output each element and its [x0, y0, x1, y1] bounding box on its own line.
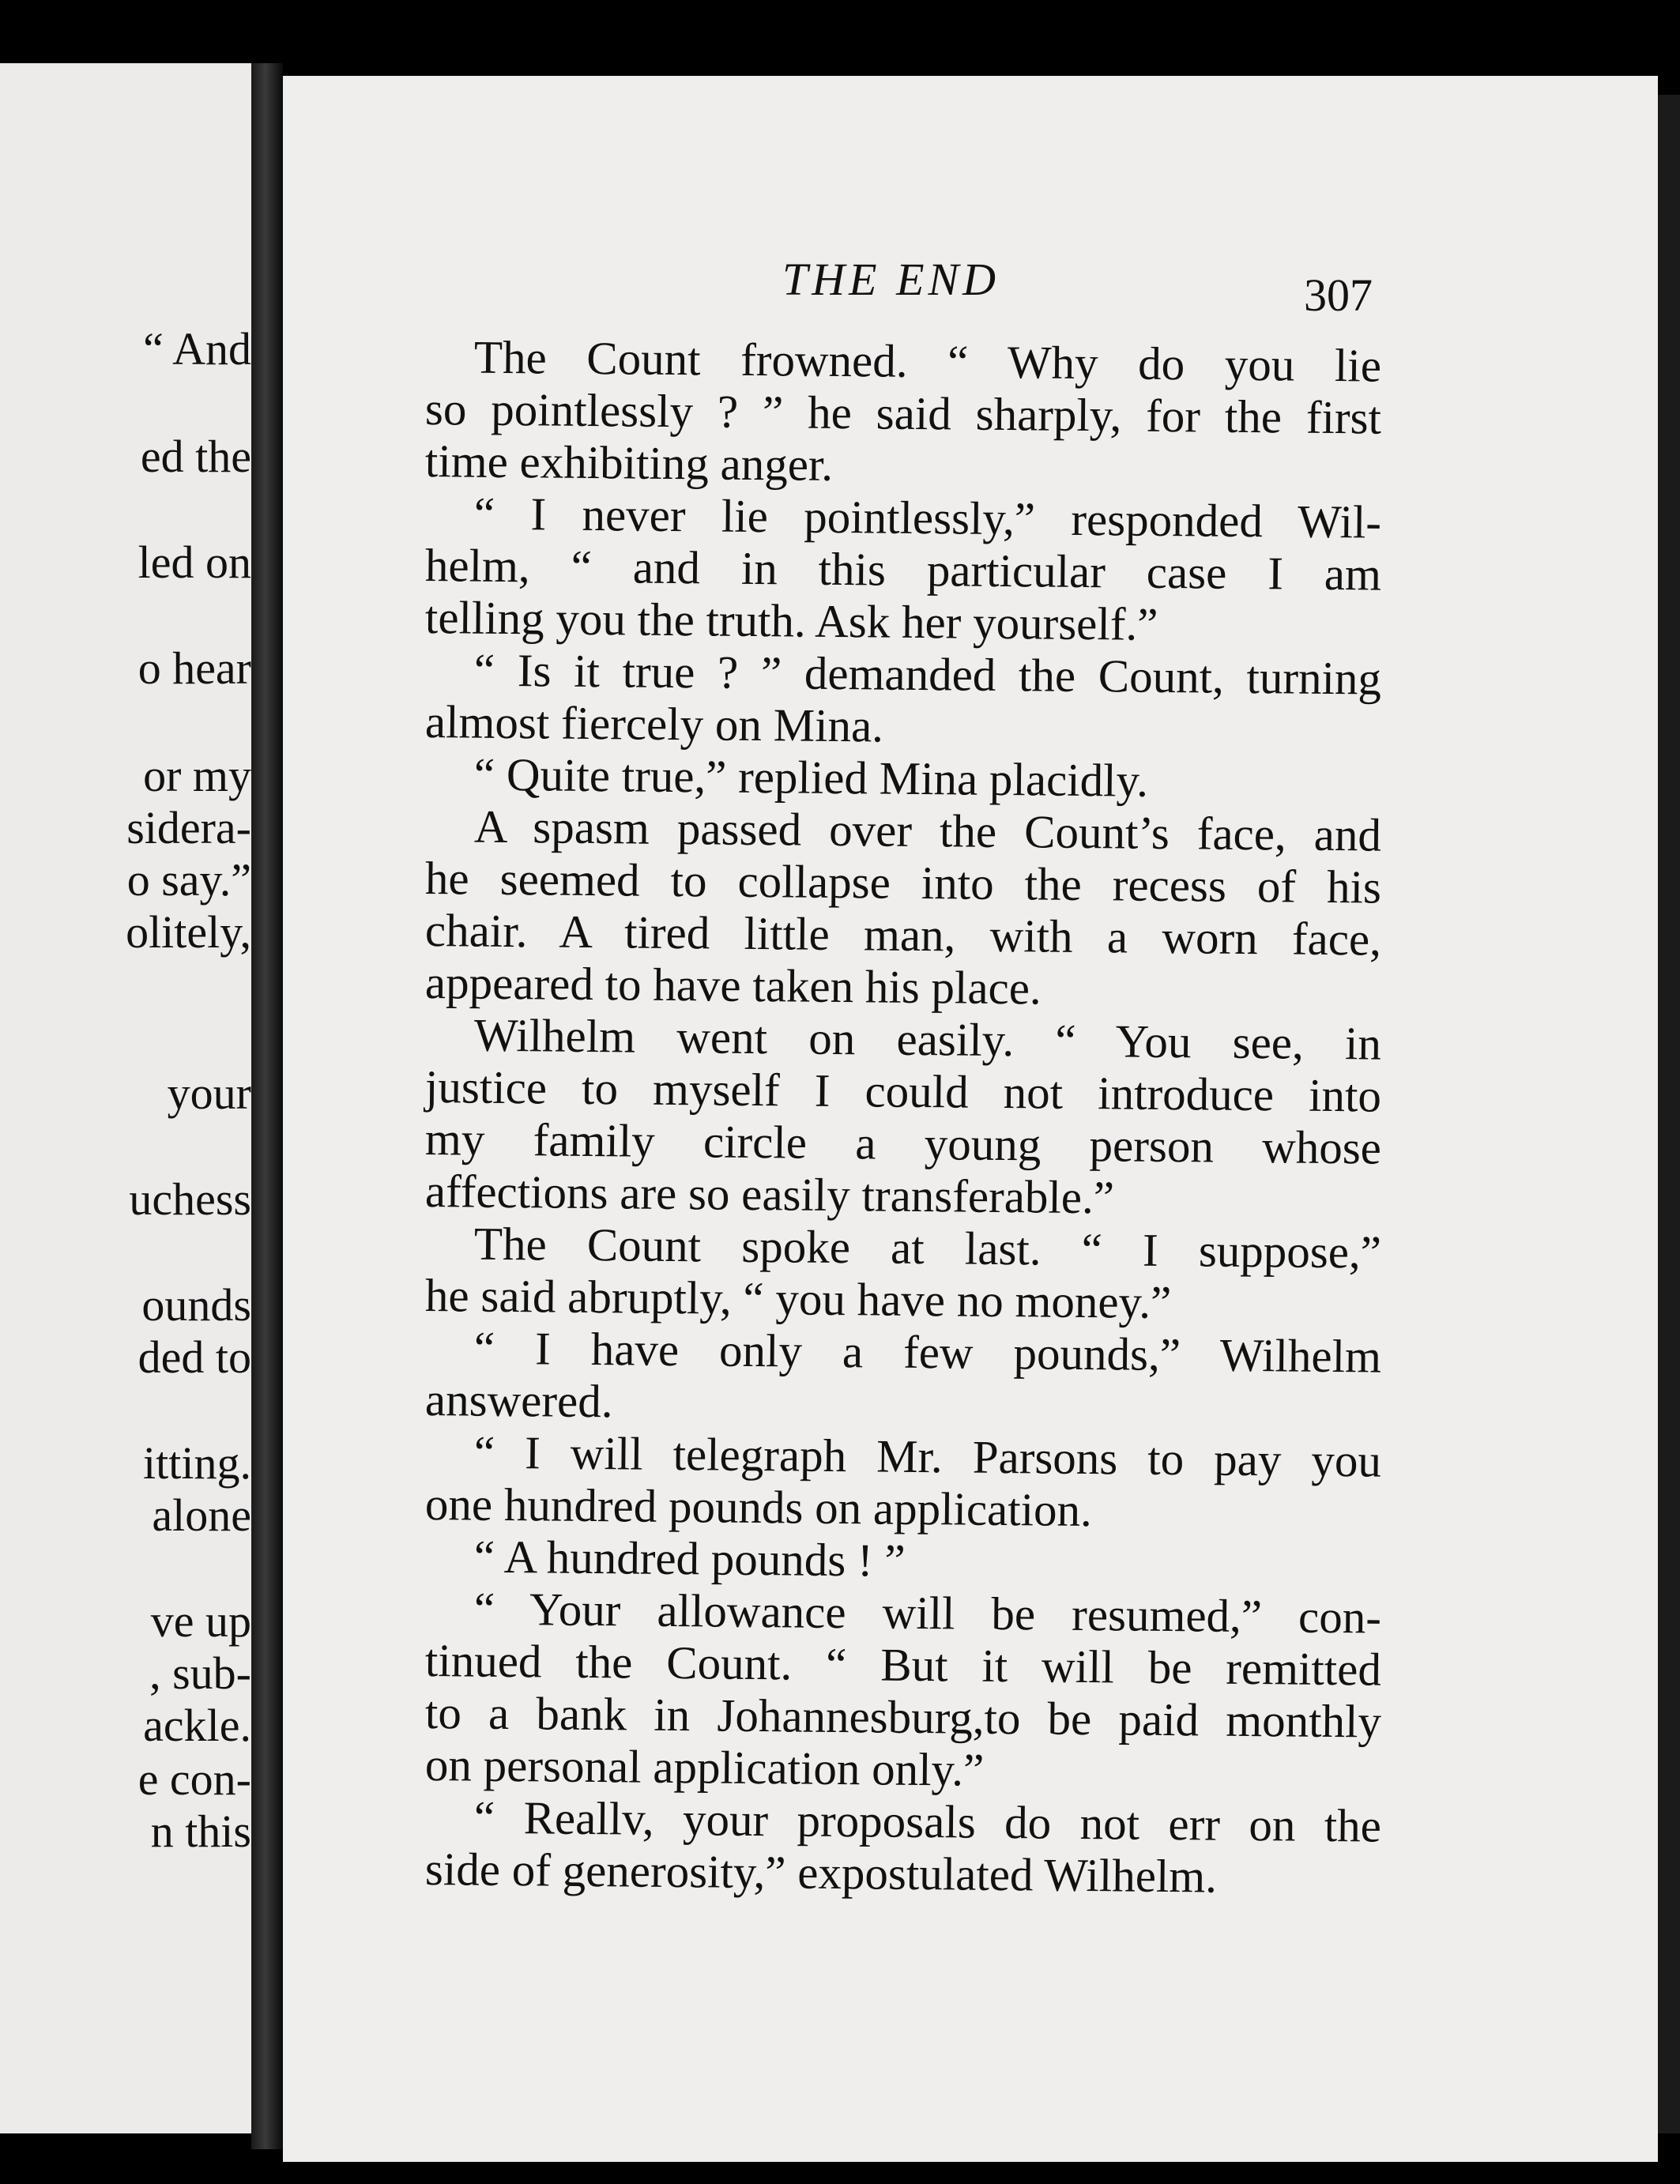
- text-line: tinued the Count. “ But it will be remitted: [424, 1634, 1382, 1696]
- left-page-line: ackle.: [143, 1700, 251, 1751]
- text-line: “ Is it true ? ” demanded the Count, turning: [473, 643, 1382, 705]
- left-page-line: alone: [152, 1489, 251, 1541]
- left-page-line: “ And: [143, 323, 251, 375]
- text-line: side of generosity,” expostulated Wilhelm.: [424, 1843, 1218, 1903]
- left-page-line: ve up: [150, 1595, 251, 1647]
- text-line: he seemed to collapse into the recess of his: [424, 852, 1382, 913]
- text-line: helm, “ and in this particular case I am: [424, 539, 1382, 601]
- text-line: “ Your allowance will be resumed,” con-: [473, 1582, 1382, 1644]
- left-page-line: or my: [143, 750, 251, 801]
- book-gutter: [251, 63, 283, 2149]
- text-line: A spasm passed over the Count’s face, and: [473, 800, 1382, 861]
- text-line: so pointlessly ? ” he said sharply, for the first: [424, 382, 1382, 444]
- left-page-line: sidera-: [126, 802, 251, 853]
- text-line: one hundred pounds on application.: [424, 1478, 1093, 1537]
- left-page-line: ded to: [137, 1331, 251, 1383]
- left-page-line: your: [167, 1068, 251, 1119]
- text-line: telling you the truth. Ask her yourself.”: [424, 591, 1158, 650]
- text-line: “ I never lie pointlessly,” responded Wil-: [473, 487, 1382, 548]
- text-line: The Count frowned. “ Why do you lie: [473, 330, 1382, 392]
- text-line: affections are so easily transferable.”: [424, 1165, 1115, 1224]
- page-number: 307: [1304, 269, 1373, 321]
- text-line: almost fiercely on Mina.: [424, 695, 884, 752]
- text-line: justice to myself I could not introduce into: [424, 1060, 1382, 1122]
- page-edge-shadow: [1658, 95, 1680, 2133]
- text-line: answered.: [424, 1373, 613, 1428]
- left-page-line: uchess: [129, 1173, 251, 1225]
- text-line: on personal application only.”: [424, 1738, 985, 1796]
- left-page-line: n this: [150, 1806, 251, 1857]
- left-page-line: , sub-: [149, 1647, 251, 1699]
- text-line: “ I will telegraph Mr. Parsons to pay you: [473, 1425, 1382, 1487]
- text-line: “ Quite true,” replied Mina placidly.: [473, 747, 1149, 807]
- text-line: “ A hundred pounds ! ”: [473, 1530, 906, 1587]
- text-line: to a bank in Johannesburg,to be paid monthly: [424, 1686, 1382, 1748]
- text-line: The Count spoke at last. “ I suppose,”: [473, 1217, 1382, 1278]
- left-page-line: e con-: [137, 1753, 251, 1805]
- text-line: chair. A tired little man, with a worn face,: [424, 904, 1382, 966]
- left-page-line: olitely,: [126, 906, 251, 958]
- left-page-line: o say.”: [126, 854, 251, 906]
- left-page-line: ed the: [140, 431, 251, 482]
- text-line: Wilhelm went on easily. “ You see, in: [473, 1008, 1382, 1070]
- text-line: “ I have only a few pounds,” Wilhelm: [473, 1321, 1382, 1383]
- page-body-text: [424, 330, 1382, 1903]
- text-line: he said abruptly, “ you have no money.”: [424, 1269, 1172, 1329]
- text-line: time exhibiting anger.: [424, 435, 834, 491]
- text-line: appeared to have taken his place.: [424, 956, 1042, 1015]
- running-head: THE END: [782, 254, 1000, 305]
- left-page-line: o hear: [137, 642, 251, 694]
- left-page-line: ounds: [141, 1279, 251, 1331]
- left-page-line: itting.: [143, 1437, 251, 1489]
- previous-page-fragment: [0, 63, 251, 2133]
- left-page-line: led on: [137, 537, 251, 588]
- text-line: “ Reallv, your proposals do not err on the: [473, 1791, 1382, 1852]
- text-line: my family circle a young person whose: [424, 1113, 1382, 1174]
